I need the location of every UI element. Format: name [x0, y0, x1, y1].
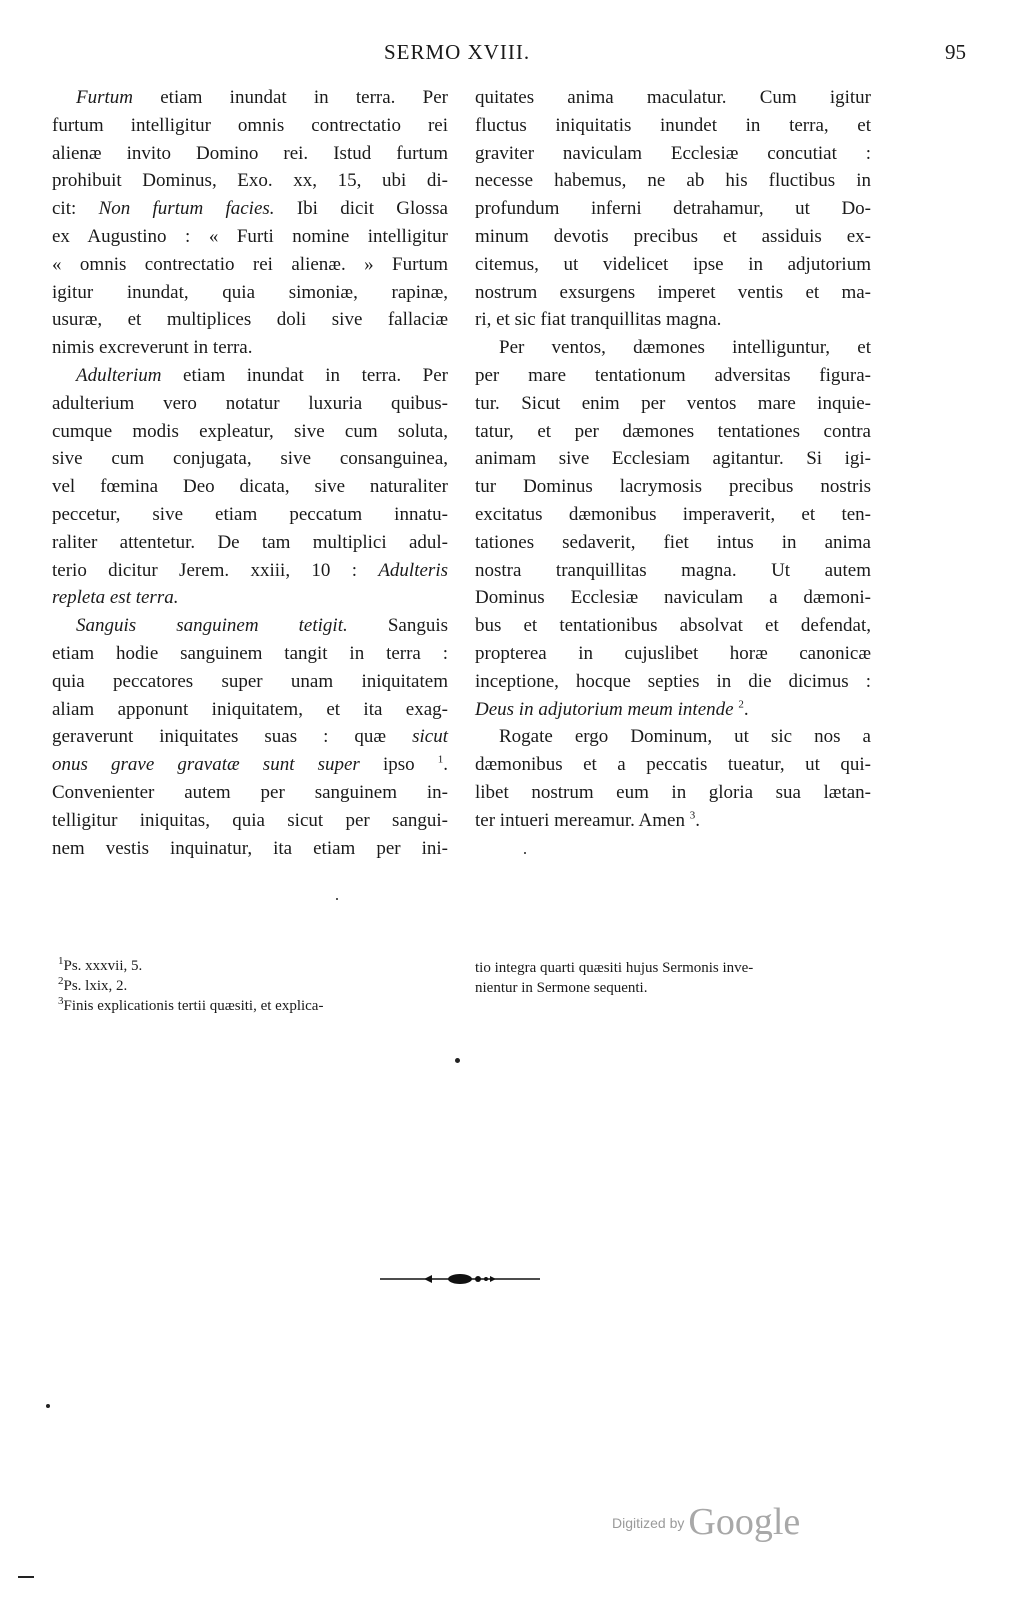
left-text-column — [52, 84, 448, 862]
text-line: prohibuit Dominus, Exo. xx, 15, ubi di- — [52, 170, 448, 192]
text-span: ipso — [359, 754, 438, 776]
paragraph-rogate — [475, 723, 871, 834]
scan-speck — [524, 852, 526, 854]
text-span: . — [743, 698, 749, 720]
text-line — [52, 612, 448, 640]
text-line — [475, 696, 871, 724]
running-header-title: SERMO XVIII. — [384, 40, 531, 64]
text-line: adulterium vero notatur luxuria quibus- — [52, 392, 448, 414]
text-line: nostra tranquillitas magna. Ut autem — [475, 559, 871, 581]
text-line — [52, 557, 448, 585]
text-line: ri, et sic fiat tranquillitas magna. — [475, 309, 722, 331]
footnote-text: Ps. xxxvii, 5. — [63, 958, 143, 974]
paragraph-ventos — [475, 334, 871, 723]
text-line: furtum intelligitur omnis contrectatio rei — [52, 114, 448, 136]
quotation: onus grave gravatæ sunt super — [52, 754, 360, 776]
text-line: usuræ, et multiplices doli sive fallaciæ — [52, 309, 448, 331]
text-line: tationes sedaverit, fiet intus in anima — [475, 531, 871, 553]
text-line: quia peccatores super unam iniquitatem — [52, 670, 448, 692]
footnote-3-continued: tio integra quarti quæsiti hujus Sermonis inve- — [475, 960, 754, 976]
text-line — [475, 807, 871, 835]
text-span: Sanguis — [347, 615, 448, 637]
scan-speck — [46, 1404, 50, 1408]
watermark-logo-text: Google — [688, 1501, 801, 1543]
text-line: tur. Sicut enim per ventos mare inquie- — [475, 392, 871, 414]
text-line — [52, 751, 448, 779]
footnote-3 — [58, 996, 454, 1016]
text-line: vel fœmina Deo dicata, sive naturaliter — [52, 476, 448, 498]
text-line: quitates anima maculatur. Cum igitur — [475, 87, 871, 108]
text-line: etiam hodie sanguinem tangit in terra : — [52, 642, 448, 664]
quotation: Adulteris — [378, 559, 448, 581]
text-line: necesse habemus, ne ab his fluctibus in — [475, 170, 871, 192]
text-line — [52, 362, 448, 390]
footnote-ref[interactable]: 3 — [689, 809, 696, 822]
footnote-text: Finis explicationis tertii quæsiti, et explica- — [63, 998, 324, 1014]
text-line — [52, 84, 448, 112]
footnote-2 — [58, 976, 454, 996]
text-line: animam sive Ecclesiam agitantur. Si igi- — [475, 448, 871, 470]
lead-word: Adulterium — [76, 364, 162, 386]
footnote-mark: 1 — [58, 955, 64, 967]
text-span: terio dicitur Jerem. xxiii, 10 : — [52, 559, 379, 581]
text-line: fluctus iniquitatis inundet in terra, et — [475, 114, 871, 136]
text-span: cit: — [52, 198, 99, 220]
quotation: repleta est terra. — [52, 587, 179, 609]
footnote-ref[interactable]: 1 — [437, 753, 444, 766]
text-span: geraverunt iniquitates suas : quæ — [52, 726, 413, 748]
quotation: sicut — [412, 726, 448, 748]
footnote-mark: 2 — [58, 975, 64, 987]
lead-phrase: Sanguis sanguinem tetigit. — [76, 615, 348, 637]
paragraph-furtum — [52, 84, 448, 362]
text-line: peccetur, sive etiam peccatum innatu- — [52, 503, 448, 525]
footnote-ref[interactable]: 2 — [738, 698, 744, 711]
text-line: profundum inferni detrahamur, ut Do- — [475, 198, 871, 220]
lead-word: Furtum — [76, 87, 133, 108]
text-span: etiam inundat in terra. Per — [161, 364, 448, 386]
text-span: etiam inundat in terra. Per — [133, 87, 448, 108]
quotation: Deus in adjutorium meum intende — [475, 698, 734, 720]
text-line: Rogate ergo Dominum, ut sic nos a — [499, 726, 871, 748]
text-line: inceptione, hocque septies in die dicimus : — [475, 670, 871, 692]
text-line: nimis excreverunt in terra. — [52, 337, 253, 359]
paragraph-adulterium — [52, 362, 448, 612]
footnotes-right — [475, 958, 875, 998]
footnote-1 — [58, 956, 454, 976]
footnote-3-continued: nientur in Sermone sequenti. — [475, 980, 648, 996]
text-line: Per ventos, dæmones intelliguntur, et — [499, 337, 871, 359]
text-line: Dominus Ecclesiæ naviculam a dæmoni- — [475, 587, 871, 609]
text-line: igitur inundat, quia simoniæ, rapinæ, — [52, 281, 448, 303]
text-line: excitatus dæmonibus imperaverit, et ten- — [475, 503, 871, 525]
page-number: 95 — [945, 40, 966, 64]
text-line: tatur, et per dæmones tentationes contra — [475, 420, 871, 442]
text-span: . — [443, 754, 448, 776]
digitized-by-google-watermark — [612, 1500, 800, 1544]
paragraph-sanguis — [52, 612, 448, 862]
text-line: propterea in cujuslibet horæ canonicæ — [475, 642, 871, 664]
text-line — [52, 584, 448, 612]
text-line: alienæ invito Domino rei. Istud furtum — [52, 142, 448, 164]
text-line: tur Dominus lacrymosis precibus nostris — [475, 476, 871, 498]
scan-speck — [336, 898, 338, 900]
scan-speck — [455, 1058, 460, 1063]
text-line: graviter naviculam Ecclesiæ concutiat : — [475, 142, 871, 164]
text-line: ex Augustino : « Furti nomine intelligitur — [52, 225, 448, 247]
text-line: citemus, ut videlicet ipse in adjutorium — [475, 253, 871, 275]
text-line: dæmonibus et a peccatis tueatur, ut qui- — [475, 754, 871, 776]
text-line: minum devotis precibus et assiduis ex- — [475, 225, 871, 247]
text-line — [52, 195, 448, 223]
text-line: sive cum conjugata, sive consanguinea, — [52, 448, 448, 470]
watermark-small-text: Digitized by — [612, 1515, 685, 1531]
text-line: per mare tentationum adversitas figura- — [475, 364, 871, 386]
text-span: . — [695, 809, 700, 831]
footnotes-left — [58, 956, 454, 1016]
text-line: cumque modis expleatur, sive cum soluta, — [52, 420, 448, 442]
text-line: aliam apponunt iniquitatem, et ita exag- — [52, 698, 448, 720]
text-span: ter intueri mereamur. Amen — [475, 809, 690, 831]
text-line: « omnis contrectatio rei alienæ. » Furtum — [52, 253, 448, 275]
text-line: bus et tentationibus absolvat et defendat, — [475, 615, 871, 637]
text-line: telligitur iniquitas, quia sicut per sangui- — [52, 809, 448, 831]
text-line — [52, 723, 448, 751]
text-line: nostrum exsurgens imperet ventis et ma- — [475, 281, 871, 303]
text-line: raliter attentetur. De tam multiplici adul- — [52, 531, 448, 553]
text-line: Convenienter autem per sanguinem in- — [52, 781, 448, 803]
text-line: libet nostrum eum in gloria sua lætan- — [475, 781, 871, 803]
paragraph-continuation — [475, 84, 871, 334]
quotation: Non furtum facies. — [98, 198, 275, 220]
text-line: nem vestis inquinatur, ita etiam per ini- — [52, 837, 448, 859]
footnote-mark: 3 — [58, 995, 64, 1007]
text-span: Ibi dicit Glossa — [274, 198, 448, 220]
ornament-divider — [380, 1272, 540, 1286]
footnote-text: Ps. lxix, 2. — [63, 978, 128, 994]
right-text-column — [475, 84, 871, 835]
scan-speck — [18, 1576, 34, 1578]
